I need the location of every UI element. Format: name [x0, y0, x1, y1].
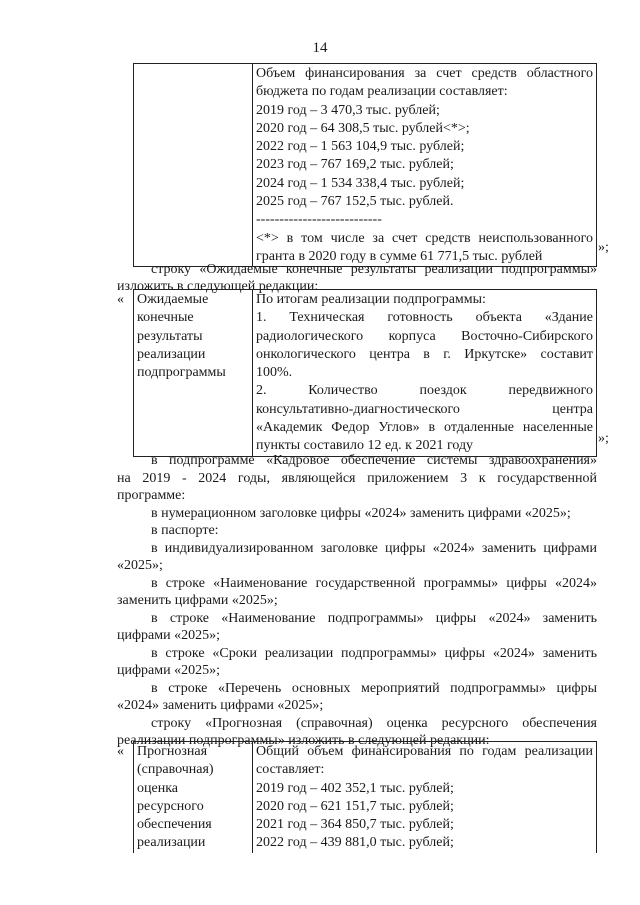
footnote-line: <*> в том числе за счет средств неиспользованного — [256, 230, 593, 246]
table-line: (справочная) — [137, 762, 214, 778]
table-line: «Академик Федор Углов» в отдаленные населенные — [256, 420, 593, 436]
table-line: 2022 год – 1 563 104,9 тыс. рублей; — [256, 139, 465, 155]
page-number: 14 — [312, 40, 328, 56]
forecast-cell — [253, 742, 597, 853]
text-line: в подпрограмме «Кадровое обеспечение системы здравоохранения» — [151, 453, 597, 468]
table-line: Объем финансирования за счет средств областного — [256, 66, 593, 81]
text-line: в строке «Сроки реализации подпрограммы» цифры «2024» заменить — [151, 645, 597, 661]
table-line: 2023 год – 767 169,2 тыс. рублей; — [256, 157, 454, 173]
table-line: Прогнозная — [137, 744, 208, 759]
results-cell — [253, 290, 597, 457]
text-line: в нумерационном заголовке цифры «2024» заменить цифрами «2025»; — [151, 505, 571, 521]
text-line: изложить в следующей редакции: — [117, 278, 319, 294]
text-line: в строке «Наименование государственной программы» цифры «2024» — [151, 575, 597, 591]
empty-left-cell — [134, 64, 253, 267]
footnote-separator: --------------------------- — [256, 212, 382, 228]
text-line: на 2019 - 2024 годы, являющейся приложением 3 к государственной — [117, 470, 597, 486]
text-line: «2024» заменить цифрами «2025»; — [117, 698, 324, 713]
body-text — [117, 452, 597, 750]
table-line: бюджета по годам реализации составляет: — [256, 84, 508, 100]
table-line: 2020 год – 621 151,7 тыс. рублей; — [256, 798, 454, 814]
table-line: 2022 год – 439 881,0 тыс. рублей; — [256, 835, 454, 851]
financing-cell — [253, 64, 597, 267]
row-title-cell — [134, 290, 253, 457]
table-line: реализации — [137, 346, 206, 362]
table-line: пункты составило 12 ед. к 2021 году — [256, 438, 474, 454]
table-line: реализации — [137, 835, 206, 851]
table-line: Общий объем финансирования по годам реализации — [256, 744, 593, 759]
text-line: цифрами «2025»; — [117, 628, 221, 643]
table-line: 100%. — [256, 365, 293, 381]
row-title-cell — [134, 742, 253, 853]
table-line: подпрограммы — [137, 365, 226, 381]
table-line: По итогам реализации подпрограммы: — [256, 292, 486, 307]
table-line: консультативно-диагностического центра — [256, 401, 593, 417]
table-line: составляет: — [256, 762, 325, 778]
text-line: программе: — [117, 488, 186, 503]
text-line: «2025»; — [117, 558, 163, 573]
table-line: 2021 год – 364 850,7 тыс. рублей; — [256, 817, 454, 833]
table-line: 2. Количество поездок передвижного — [256, 383, 593, 399]
text-line: заменить цифрами «2025»; — [117, 593, 278, 608]
table-line: Ожидаемые — [137, 292, 209, 307]
table-line: оценка — [137, 780, 179, 796]
table-line: онкологического центра в г. Иркутске» составит — [256, 346, 593, 362]
table-line: ресурсного — [137, 798, 204, 814]
table-line: 2020 год – 64 308,5 тыс. рублей<*>; — [256, 120, 470, 136]
table-line: радиологического корпуса Восточно-Сибирского — [256, 328, 593, 344]
text-line: в строке «Наименование подпрограммы» цифры «2024» заменить — [151, 610, 597, 626]
table-line: результаты — [137, 328, 203, 344]
closing-quote: »; — [598, 431, 609, 446]
expected-results-table — [133, 289, 597, 457]
table-line: 2019 год – 402 352,1 тыс. рублей; — [256, 780, 454, 796]
text-line: строку «Ожидаемые конечные результаты реализации подпрограммы» — [151, 262, 597, 277]
footnote-line: гранта в 2020 году в сумме 61 771,5 тыс. рублей — [256, 248, 543, 264]
opening-quote: « — [117, 744, 124, 759]
table-line: 2019 год – 3 470,3 тыс. рублей; — [256, 102, 440, 118]
table-line: 1. Техническая готовность объекта «Здание — [256, 310, 593, 326]
table-line: 2025 год – 767 152,5 тыс. рублей. — [256, 194, 454, 210]
text-line: в паспорте: — [151, 523, 219, 538]
closing-quote: »; — [598, 240, 609, 255]
text-line: в строке «Перечень основных мероприятий подпрограммы» цифры — [151, 680, 597, 696]
opening-quote: « — [117, 292, 124, 307]
financing-table — [133, 63, 597, 267]
text-line: реализации подпрограммы» изложить в следующей редакции: — [117, 733, 490, 748]
text-line: цифрами «2025»; — [117, 663, 221, 678]
text-line: строку «Прогнозная (справочная) оценка ресурсного обеспечения — [151, 715, 597, 731]
table-line: конечные — [137, 310, 194, 326]
forecast-table — [133, 741, 597, 853]
text-line: в индивидуализированном заголовке цифры «2024» заменить цифрами — [151, 540, 597, 556]
table-line: 2024 год – 1 534 338,4 тыс. рублей; — [256, 175, 465, 191]
table-line: обеспечения — [137, 817, 212, 833]
